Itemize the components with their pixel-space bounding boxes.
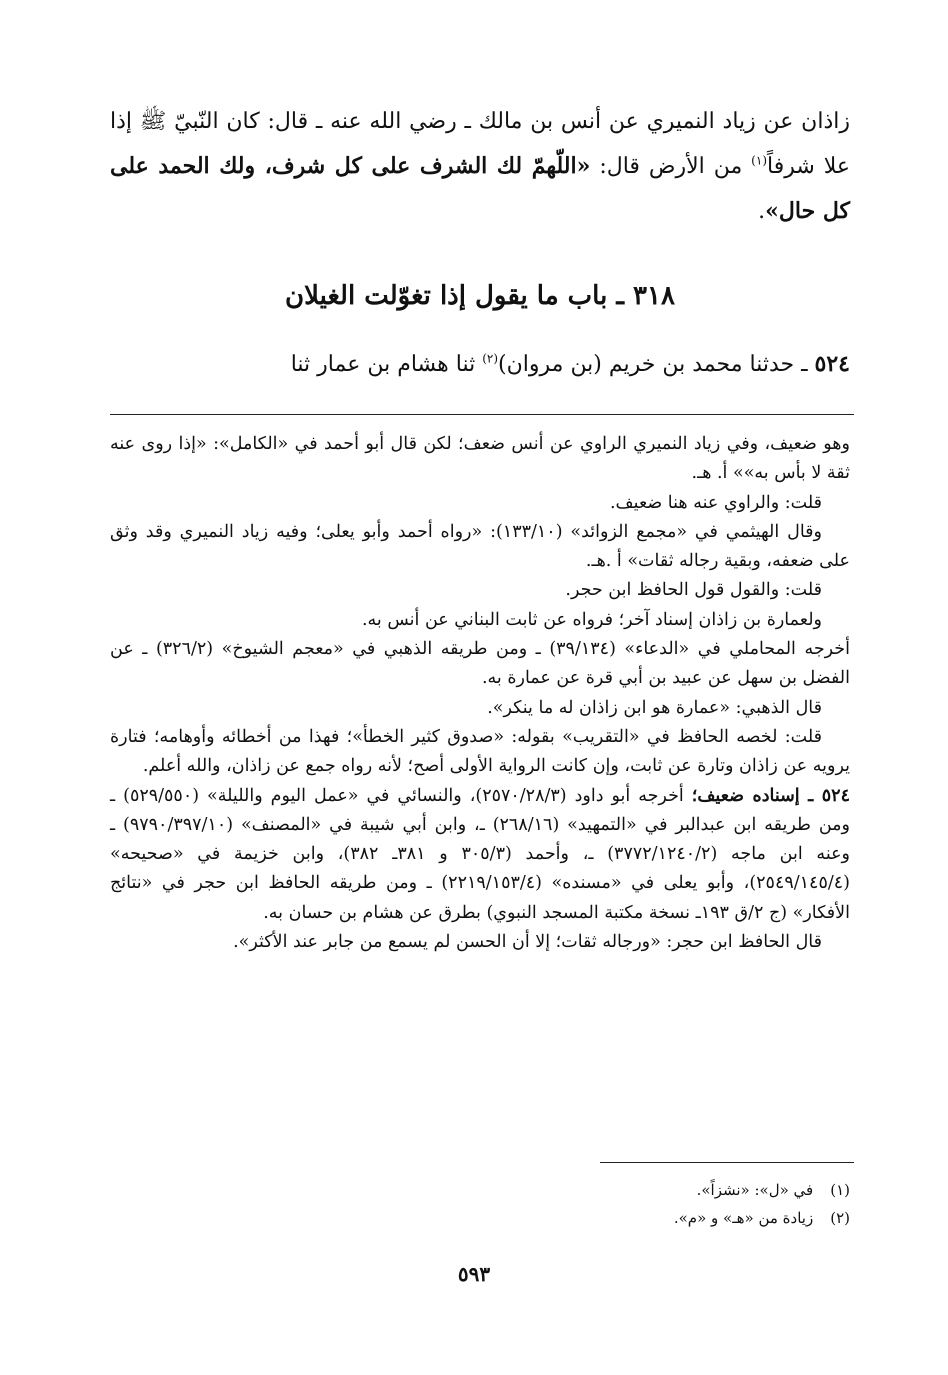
main-text-line1: زاذان عن زياد النميري عن أنس بن مالك ـ رضي الله عنه ـ قال: كان [226,109,850,134]
note-paragraph: وقال الهيثمي في «مجمع الزوائد» (١٣٣/١٠): «رواه أحمد وأبو يعلى؛ وفيه زياد النميري وقد وثق على ضعفه، وبقية رجاله ثقات» أ .هـ. [110,521,850,572]
note-524-label: ٥٢٤ ـ إسناده ضعيف؛ [691,785,850,806]
note-524-text: أخرجه أبو داود (٢٥٧٠/٢٨/٣)، والنسائي في «عمل اليوم والليلة» (٥٢٩/٥٥٠) ـ ومن طريقه ابن عبدالبر في «التمهيد» (٢٦٨/١٦) ـ، وابن أبي شيبة في «المصنف» (٩٧٩٠/٣٩٧/١٠) ـ وعنه ابن ماجه (٣٧٧٢/١٢٤٠/٢) ـ، وأحمد (٣٠٥/٣ و ٣٨١ـ ٣٨٢)، وابن خزيمة في «صحيحه» (٢٥٤٩/١٤٥/٤)، وأبو يعلى في «مسنده» (٢٢١٩/١٥٣/٤) ـ ومن طريقه الحافظ ابن حجر في «نتائج الأفكار» (ج ٢/ق ١٩٣ـ نسخة مكتبة المسجد النبوي) بطرق عن هشام بن حسان به. [110,785,850,923]
chapter-heading: ٣١٨ ـ باب ما يقول إذا تغوّلت الغيلان [285,281,675,311]
page-number: ٥٩٣ [457,1262,491,1286]
note-paragraph: وهو ضعيف، وفي زياد النميري الراوي عن أنس ضعف؛ لكن قال أبو أحمد في «الكامل»: «إذا روى عنه ثقة لا بأس به»» أ. هـ. [110,434,850,484]
notes-separator [110,414,854,415]
note-paragraph: قال الذهبي: «عمارة هو ابن زاذان له ما ينكر». [487,697,822,718]
note-paragraph: قلت: والقول قول الحافظ ابن حجر. [565,580,822,601]
note-524-conclusion: قال الحافظ ابن حجر: «ورجاله ثقات؛ إلا أن الحسن لم يسمع من جابر عند الأكثر». [233,932,822,953]
footnotes-separator [600,1162,854,1163]
footnote-1 [110,1176,850,1204]
footnotes [110,1176,850,1232]
commentary-notes [110,430,850,957]
footnote-text: زيادة من «هـ» و «م». [673,1209,814,1227]
note-paragraph: أخرجه المحاملي في «الدعاء» (٣٩/١٣٤) ـ ومن طريقه الذهبي في «معجم الشيوخ» (٣٢٦/٢) ـ عن الفضل بن سهل عن عبيد بن أبي قرة عن عمارة به. [110,639,850,689]
note-524 [110,782,850,928]
note-paragraph: قلت: والراوي عنه هنا ضعيف. [609,492,822,513]
footnote-marker-1: (١) [751,153,767,168]
note-paragraph: ولعمارة بن زاذان إسناد آخر؛ فرواه عن ثابت البناني عن أنس به. [361,609,822,630]
main-text [110,100,850,234]
footnote-text: في «ل»: «نشزاً». [696,1181,814,1199]
footnote-number: (٢) [830,1209,850,1227]
footnote-number: (١) [830,1181,850,1199]
hadith-text-end: ثنا هشام بن عمار ثنا [290,352,483,377]
main-text-line2-start: النّبيّ ﷺ إذا علا شرفاً [110,109,850,179]
footnote-2 [110,1204,850,1232]
hadith-text-start: ـ حدثنا محمد بن خريم (بن مروان) [498,352,815,377]
hadith-line [110,346,850,383]
note-paragraph: قلت: لخصه الحافظ في «التقريب» بقوله: «صدوق كثير الخطأ»؛ فهذا من أخطائه وأوهامه؛ فتارة يرويه عن زاذان وتارة عن ثابت، وإن كانت الرواية الأولى أصح؛ لأنه رواه جمع عن زاذان، والله أعلم. [110,726,850,777]
footnote-marker-2: (٢) [482,351,499,366]
hadith-number: ٥٢٤ [814,351,850,377]
dua-text: «اللّهمّ لك الشرف على كل شرف، ولك الحمد على كل حال» [110,153,850,224]
main-text-line [110,100,850,234]
main-text-line2-mid: من الأرض قال: [590,154,752,179]
main-text-end: . [758,199,766,224]
